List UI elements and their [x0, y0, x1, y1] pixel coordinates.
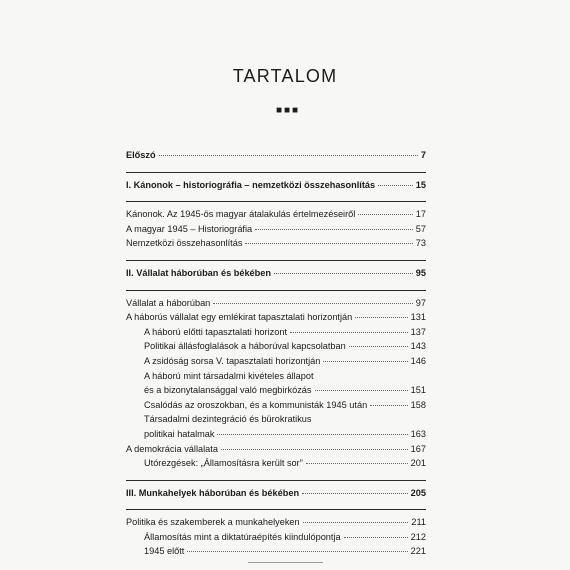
toc-part-1 [126, 180, 426, 195]
toc-entry-label: Politika és szakemberek a munkahelyeken [126, 517, 300, 528]
dot-leader [370, 405, 407, 406]
toc-entry-eloszo [126, 150, 426, 165]
toc-subentry-line1: A háború mint társadalmi kivételes állapot [144, 370, 314, 381]
toc-entry-label: A magyar 1945 – Historiográfia [126, 223, 253, 234]
toc-entry [126, 312, 426, 327]
toc-subentry-line1: Társadalmi dezintegráció és bürokratikus [144, 414, 312, 425]
toc-entry-page: 212 [410, 531, 426, 542]
toc-entry-page: 201 [410, 458, 426, 469]
toc-entry-page: 15 [415, 179, 426, 190]
toc-entry-page: 163 [410, 428, 426, 439]
toc-entry-label: A demokrácia vállalata [126, 443, 218, 454]
toc-part-3 [126, 488, 426, 503]
toc-entry-page: 137 [410, 326, 426, 337]
page-title: TARTALOM [232, 66, 338, 86]
toc-entry-page: 73 [415, 238, 426, 249]
dot-leader [159, 155, 418, 156]
page-bottom-mark [248, 562, 323, 563]
toc-entry-label: II. Vállalat háborúban és békében [126, 267, 272, 278]
toc-entry-page: 143 [410, 341, 426, 352]
toc-entry-page: 97 [415, 297, 426, 308]
toc-entry-page: 95 [415, 267, 426, 278]
toc-entry-page: 7 [420, 150, 426, 160]
dot-leader [323, 361, 407, 362]
toc-entry-label: és a bizonytalansággal való megbirkózás [144, 385, 312, 396]
toc-subentry [126, 458, 426, 473]
toc-entry-page: 158 [410, 399, 426, 410]
toc-entry [126, 517, 426, 532]
toc-entry-label: Nemzetközi összehasonlítás [126, 238, 243, 249]
dot-leader [344, 537, 408, 538]
toc-entry-label: Vállalat a háborúban [126, 297, 211, 308]
dot-leader [213, 303, 412, 304]
toc-entry-page: 131 [410, 312, 426, 323]
dot-leader [217, 434, 407, 435]
dot-leader [358, 214, 412, 215]
toc-entry-label: Csalódás az oroszokban, és a kommunisták 1945 után [144, 399, 368, 410]
dot-leader [221, 449, 408, 450]
dot-leader [303, 522, 409, 523]
toc-subentry [126, 429, 426, 444]
toc-entry-page: 146 [410, 355, 426, 366]
toc-entry-label: A háború előtti tapasztalati horizont [144, 326, 288, 337]
toc-entry-page: 57 [415, 223, 426, 234]
toc-entry-label: politikai hatalmak [144, 428, 215, 439]
dot-leader [255, 229, 413, 230]
toc-entry-label: A zsidóság sorsa V. tapasztalati horizontján [144, 355, 321, 366]
toc-entry-label: III. Munkahelyek háborúban és békében [126, 487, 300, 498]
dot-leader [290, 332, 408, 333]
toc-entry-label: Utórezgések: „Államosításra került sor” [144, 458, 303, 469]
toc-entry-page: 205 [410, 487, 426, 498]
dot-leader [245, 243, 412, 244]
toc-subentry [126, 546, 426, 561]
toc-entry-page: 167 [410, 443, 426, 454]
dot-leader [302, 493, 408, 494]
toc-entry [126, 298, 426, 313]
toc-entry-label: Kánonok. Az 1945-ös magyar átalakulás értelmezéseiről [126, 209, 356, 220]
dot-leader [187, 551, 407, 552]
toc-entry [126, 209, 426, 224]
table-of-contents [126, 150, 426, 561]
toc-entry [126, 238, 426, 253]
toc-entry-label: 1945 előtt [144, 546, 185, 557]
toc-subentry [126, 341, 426, 356]
dot-leader [378, 185, 413, 186]
ornament-squares: ■■■ [275, 105, 301, 116]
dot-leader [306, 463, 408, 464]
toc-entry [126, 444, 426, 459]
toc-subentry [126, 356, 426, 371]
toc-entry-label: A háborús vállalat egy emlékirat tapasztalati horizontján [126, 312, 353, 323]
toc-subentry [126, 400, 426, 415]
toc-entry [126, 224, 426, 239]
toc-subentry [126, 327, 426, 342]
toc-entry-label: Politikai állásfoglalások a háborúval kapcsolatban [144, 341, 346, 352]
dot-leader [315, 390, 408, 391]
toc-subentry [126, 532, 426, 547]
toc-entry-label: Államosítás mint a diktatúraépítés kiindulópontja [144, 531, 341, 542]
dot-leader [274, 273, 413, 274]
toc-entry-page: 211 [411, 517, 426, 528]
toc-entry-label: Előszó [126, 150, 156, 160]
toc-entry-page: 151 [410, 385, 426, 396]
dot-leader [355, 317, 407, 318]
toc-part-2 [126, 268, 426, 283]
toc-subentry [126, 385, 426, 400]
toc-entry-page: 17 [415, 209, 426, 220]
toc-entry-page: 221 [410, 546, 426, 557]
toc-entry-label: I. Kánonok – historiográfia – nemzetközi összehasonlítás [126, 179, 376, 190]
dot-leader [349, 346, 408, 347]
